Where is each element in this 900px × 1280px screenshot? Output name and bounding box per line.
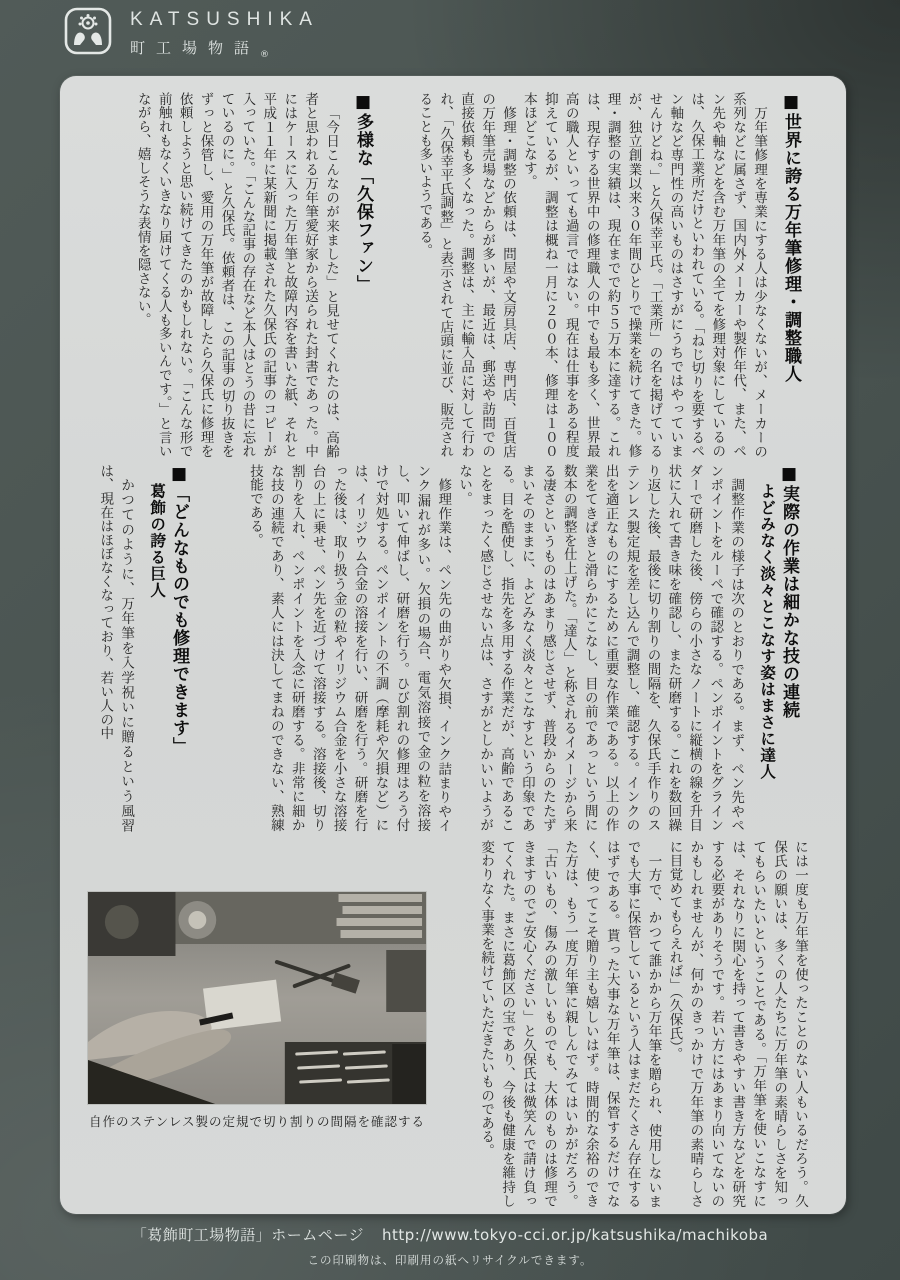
article-4-heading: ■「どんなものでも修理できます」 葛飾の誇る巨人 [148,464,189,755]
homepage-url: http://www.tokyo-cci.or.jp/katsushika/machikoba [381,1226,769,1244]
homepage-line [0,1224,900,1245]
page-footer [0,1224,900,1268]
article-3-paragraph: 修理作業は、ペン先の曲がりや欠損、インク詰まりやインク漏れが多い。欠損の場合、電気溶接で金の粒を溶接し、叩いて伸ばし、研磨を行う。ひび割れの修理はろう付けで対処する。ペンポイントの不調（摩耗や欠損など）には、イリジウム合金の溶接を行い、研磨を行う。研磨を行った後は、取り扱う金の粒やイリジウム合金を小さな溶接台の上に乗せ、ペン先を近づけて溶接する。溶接後、切り割りを入れ、ペンポイントを入念に研磨する。非常に細かな技の連続であり、素人には決してまねのできない、熟練技能である。 [246,464,452,832]
article-4-intro: かつてのように、万年筆を入学祝いに贈るという風習は、現在はほぼなくなっており、若い人の中 [97,464,135,832]
recycle-note: この印刷物は、印刷用の紙へリサイクルできます。 [307,1253,593,1267]
article-masterful-work [202,464,808,832]
article-3-paragraph: 調整作業の様子は次のとおりである。まず、ペン先やペンポイントをルーペで確認する。ペンポイントをグラインダーで研磨した後、傍らの小さなノートに縦横の線を升目状に入れて書き味を確認し、また研磨する。これを数回繰り返した後、最後に切り割りの間隔を、久保氏手作りのステンレス製定規を差し込んで調整し、確認する。インクの出を適正なものにするために重要な作業である。以上の作業をてきぱきと滑らかにこなし、目の前であっという間に数本の調整を仕上げた。「達人」と称されるイメージから来る凄さというものはあまり感じさせず、普段からのたたずまいそのままに、よどみなく淡々とこなすという印象である。目を酷使し、指先を多用する作業だが、高齢であることをまったく感じさせない点は、さすがとしかいいようがない。 [456,464,745,832]
brand-subtitle: 町工場物語$_®$ [130,39,270,60]
hands-gear-icon [64,7,112,55]
article-1-paragraph: 修理・調整の依頼は、問屋や文房具店、専門店、百貨店の万年筆売場などからが多いが、最近は、郵送や訪問での直接依頼も多くなった。調整は、主に輸入品に対して行われ、「久保幸平氏調整」と表示されて店頭に並び、販売されることも多いようである。 [416,92,516,458]
article-2-paragraph: 「今日こんなのが来ました」と見せてくれたのは、高齢者と思われる万年筆愛好家から送られた封書であった。中にはケースに入った万年筆と故障内容を書いた紙、それと平成１１年に某新聞に掲載された久保氏の記事のコピーが入っていた。「こんな記事の存在など本人はとうの昔に忘れているのに。」と久保氏。依頼者は、この記事の切り抜きをずっと保管し、愛用の万年筆が故障したら久保氏に修理を依頼しようと思い続けてきたのかもしれない。「こんな形で前触れもなくいきなり届けてくる人も多いんです。」と言いながら、嬉しそうな表情を隠さない。 [134,92,340,458]
article-kubo-fans [82,92,382,458]
article-3-heading: ■実際の作業は細かな技の連続 よどみなく淡々とこなす姿はまさに達人 [758,464,799,780]
article-pride-of-katsushika-head [80,464,198,832]
workshop-photo [88,892,426,1104]
masthead [64,7,319,60]
brand-name: KATSUSHIKA [130,9,319,30]
logo-text [130,7,319,60]
homepage-label: 「葛飾町工場物語」ホームページ [131,1226,364,1244]
article-1-paragraph: 万年筆修理を専業にする人は少なくないが、メーカーの系列などに属さず、国内外メーカーや製作年代、また、ペン先や軸などを含む万年筆の全てを修理対象にしているのは、久保工業所だけといわれている。「ねじ切りを要するペン軸など専門性の高いものはさすがにうちではやっていませんけどね。」と久保幸平氏。「工業所」の名を掲げているが、独立創業以来３０年間ひとりで操業を続けてきた。修理・調整の実績は、現在までで約５５万本に達する。これは、現存する世界中の修理職人の中でも最も多く、世界最高の職人といっても過言ではない。現在は仕事をある程度抑えているが、調整は概ね一月に２００本、修理は１００本ほどこなす。 [520,92,768,458]
article-2-heading: ■多様な「久保ファン」 [353,92,373,293]
article-4-paragraph: には一度も万年筆を使ったことのない人もいるだろう。久保氏の願いは、多くの人たちに万年筆の素晴らしさを知ってもらいたいということである。「万年筆を使いこなすには、それなりに関心を持って書きやすい書き方などを研究する必要がありそうです。若い方にはあまり向いてないのかもしれませんが、何かのきっかけで万年筆の素晴らしさに目覚めてもらえれば」（久保氏）。 [666,840,808,1208]
registered-mark: ® [260,50,270,60]
photo-caption: 自作のステンレス製の定規で切り割りの間隔を確認する [89,1114,425,1129]
article-1-heading: ■世界に誇る万年筆修理・調整職人 [781,92,801,383]
article-world-class-repairman [392,92,810,458]
article-pride-of-katsushika-body [420,840,810,1208]
article-4-paragraph: 一方で、かつて誰かから万年筆を贈られ、使用しないまでも大事に保管しているという人はまだたくさん存在するはずである。貰った大事な万年筆は、保管するだけでなく、使ってこそ贈り主も嬉しいはず。時間的な余裕のできた方は、もう一度万年筆に親しんでみてはいかがだろう。「古いもの、傷みの激しいものでも、大体のものは修理できますのでご安心ください」と久保氏は微笑んで請け負ってくれた。まさに葛飾区の宝であり、今後も健康を維持し変わりなく事業を続けていただきたいものである。 [478,840,662,1208]
